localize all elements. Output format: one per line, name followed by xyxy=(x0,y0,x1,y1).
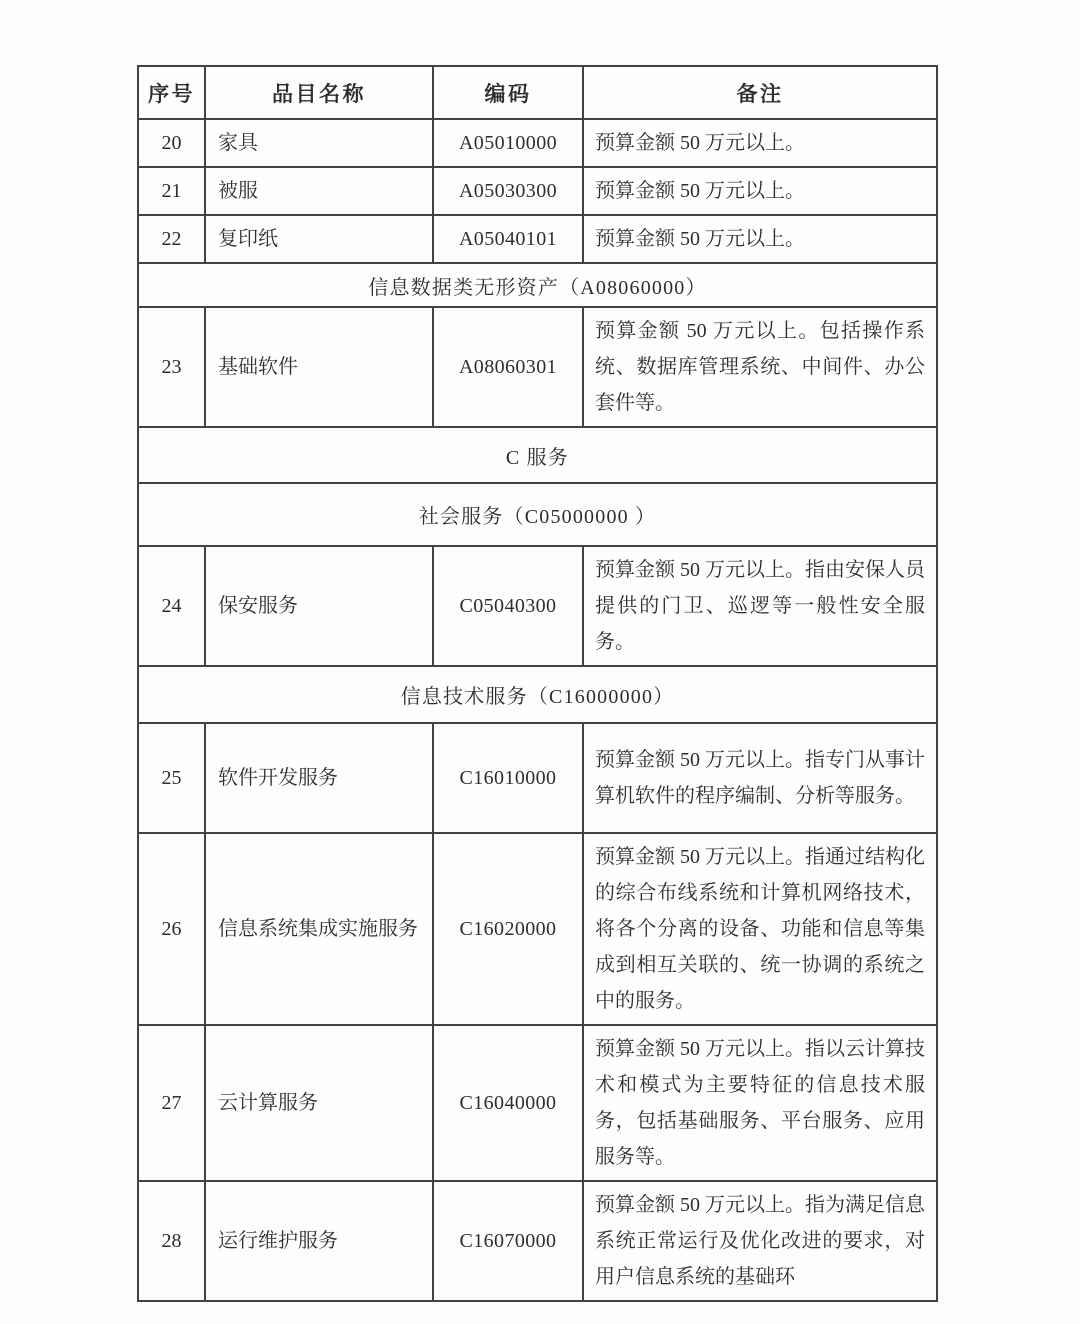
table-body xyxy=(138,119,937,1301)
code-cell: C16020000 xyxy=(433,833,583,1025)
table-row xyxy=(138,119,937,167)
code-cell: C16040000 xyxy=(433,1025,583,1181)
code-cell: A05040101 xyxy=(433,215,583,263)
header-item-name: 品目名称 xyxy=(205,66,433,119)
section-label: 信息数据类无形资产（A08060000） xyxy=(138,263,937,307)
remarks-cell: 预算金额 50 万元以上。指专门从事计算机软件的程序编制、分析等服务。 xyxy=(583,723,937,833)
section-label: 社会服务（C05000000 ） xyxy=(138,483,937,546)
procurement-catalog-table xyxy=(137,65,938,1302)
remarks-cell: 预算金额 50 万元以上。指以云计算技术和模式为主要特征的信息技术服务，包括基础服务、平台服务、应用服务等。 xyxy=(583,1025,937,1181)
table-row xyxy=(138,723,937,833)
serial-number-cell: 22 xyxy=(138,215,205,263)
remarks-cell: 预算金额 50 万元以上。 xyxy=(583,167,937,215)
item-name-cell: 保安服务 xyxy=(205,546,433,666)
table-header xyxy=(138,66,937,119)
serial-number-cell: 28 xyxy=(138,1181,205,1301)
table-row xyxy=(138,167,937,215)
remarks-cell: 预算金额 50 万元以上。 xyxy=(583,215,937,263)
item-name-cell: 软件开发服务 xyxy=(205,723,433,833)
table-row xyxy=(138,215,937,263)
item-name-cell: 家具 xyxy=(205,119,433,167)
remarks-cell: 预算金额 50 万元以上。指由安保人员提供的门卫、巡逻等一般性安全服务。 xyxy=(583,546,937,666)
remarks-cell: 预算金额 50 万元以上。指通过结构化的综合布线系统和计算机网络技术，将各个分离的设备、功能和信息等集成到相互关联的、统一协调的系统之中的服务。 xyxy=(583,833,937,1025)
serial-number-cell: 23 xyxy=(138,307,205,427)
section-label: C 服务 xyxy=(138,427,937,483)
section-row xyxy=(138,483,937,546)
code-cell: C16010000 xyxy=(433,723,583,833)
section-row xyxy=(138,263,937,307)
code-cell: C16070000 xyxy=(433,1181,583,1301)
table-row xyxy=(138,546,937,666)
serial-number-cell: 21 xyxy=(138,167,205,215)
serial-number-cell: 24 xyxy=(138,546,205,666)
table-row xyxy=(138,833,937,1025)
serial-number-cell: 27 xyxy=(138,1025,205,1181)
code-cell: A05010000 xyxy=(433,119,583,167)
section-row xyxy=(138,427,937,483)
header-serial-number: 序号 xyxy=(138,66,205,119)
section-label: 信息技术服务（C16000000） xyxy=(138,666,937,723)
item-name-cell: 云计算服务 xyxy=(205,1025,433,1181)
code-cell: C05040300 xyxy=(433,546,583,666)
table-row xyxy=(138,1181,937,1301)
item-name-cell: 基础软件 xyxy=(205,307,433,427)
serial-number-cell: 26 xyxy=(138,833,205,1025)
remarks-cell: 预算金额 50 万元以上。包括操作系统、数据库管理系统、中间件、办公套件等。 xyxy=(583,307,937,427)
section-row xyxy=(138,666,937,723)
item-name-cell: 被服 xyxy=(205,167,433,215)
item-name-cell: 信息系统集成实施服务 xyxy=(205,833,433,1025)
item-name-cell: 复印纸 xyxy=(205,215,433,263)
remarks-cell: 预算金额 50 万元以上。指为满足信息系统正常运行及优化改进的要求，对用户信息系统的基础环 xyxy=(583,1181,937,1301)
serial-number-cell: 20 xyxy=(138,119,205,167)
table-row xyxy=(138,307,937,427)
header-remarks: 备注 xyxy=(583,66,937,119)
serial-number-cell: 25 xyxy=(138,723,205,833)
code-cell: A05030300 xyxy=(433,167,583,215)
remarks-cell: 预算金额 50 万元以上。 xyxy=(583,119,937,167)
header-code: 编码 xyxy=(433,66,583,119)
code-cell: A08060301 xyxy=(433,307,583,427)
header-row xyxy=(138,66,937,119)
table-row xyxy=(138,1025,937,1181)
item-name-cell: 运行维护服务 xyxy=(205,1181,433,1301)
